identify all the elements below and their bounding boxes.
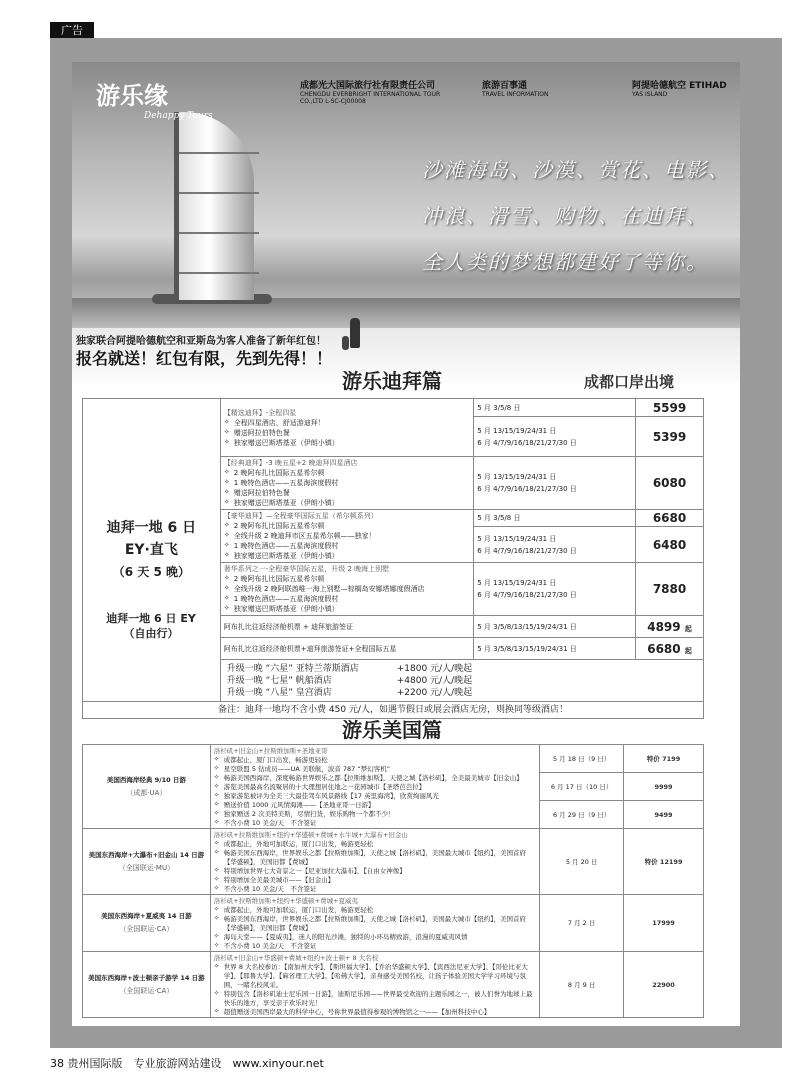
- package-feature: ✧ 2 晚阿布扎比国际五星希尔顿: [224, 468, 471, 478]
- person-figure: [350, 318, 360, 348]
- usa-section-title: 游乐美国篇: [342, 718, 442, 742]
- route-carrier: （全国联运·CA）: [119, 925, 174, 933]
- package-feature: ✧ 1 晚特色酒店——五星海滨度假村: [224, 478, 471, 488]
- route-description: [210, 952, 539, 1018]
- route-feature: ✧ 畅游美国东西海岸，世界娱乐之都【拉斯维加斯】，天使之城【洛杉矶】，美国最大城市【纽约】，美国首府【华盛顿】，美国旧都【费城】: [214, 914, 536, 932]
- route-feature: ✧ 特别包含【洛杉矶迪士尼乐园一日游】，迪斯尼乐园——世界最受欢迎的主题乐园之一，被人们誉为地球上最快乐的地方，享受亲子欢乐时光！: [214, 989, 536, 1007]
- package-feature: ✧ 独家赠送巴斯塔基亚（伊朗小镇）: [224, 604, 471, 614]
- slogan-line: 冲浪、滑雪、购物、在迪拜、: [422, 204, 708, 228]
- partner-logo: [632, 78, 732, 98]
- departure-date: 8 月 9 日: [540, 952, 624, 1018]
- price: 7880: [636, 563, 704, 616]
- price: 22900: [624, 952, 704, 1018]
- ad-tag: 广告: [50, 22, 94, 40]
- package-feature: ✧ 全程四星酒店，舒适游迪拜！: [224, 418, 471, 428]
- slogan-line: 全人类的梦想都建好了等你。: [422, 250, 708, 274]
- package-feature: ✧ 2 晚阿布扎比国际五星希尔顿: [224, 574, 471, 584]
- price: 6480: [636, 527, 704, 563]
- route-name: [83, 952, 211, 1018]
- departure-date: 6 月 4/7/9/16/18/21/27/30 日: [477, 438, 577, 447]
- price-value: 4899: [647, 619, 681, 634]
- route-cities: 洛杉矶+旧金山+拉斯维加斯+圣地亚哥: [213, 747, 328, 755]
- route-feature: ✧ 畅游美国东西海岸，世界娱乐之都【拉斯维加斯】，天使之城【洛杉矶】，美国最大城市【纽约】，美国首府【华盛顿】，美国旧都【费城】: [214, 848, 536, 866]
- route-title: 美国东西海岸+波士顿亲子游学 14 日游: [88, 973, 205, 982]
- departure-date: 5 月 3/5/8/13/15/19/24/31 日: [477, 622, 577, 631]
- package-feature: ✧ 独家赠送巴斯塔基亚（伊朗小镇）: [224, 551, 471, 561]
- upgrade-options: [220, 660, 703, 702]
- package-feature: ✧ 独家赠送巴斯塔基亚（伊朗小镇）: [224, 498, 471, 508]
- route-feature: ✧ 星空联盟 5 钻成员——UA 美联航，波音 787 “梦幻客机”: [214, 764, 536, 773]
- route-title: 美国东西海岸+夏威夷 14 日游: [101, 912, 192, 920]
- route-carrier: （全国联运·CA）: [119, 986, 174, 995]
- upgrade-label: 升级一晚 “七星” 帆船酒店: [226, 675, 332, 686]
- brand-logo: [96, 76, 236, 121]
- person-figure: [342, 336, 349, 350]
- upgrade-price: +4800 元/人/晚起: [396, 675, 473, 686]
- route-feature: ✧ 成都起止，厦门口出发，畅游更轻松: [214, 755, 536, 764]
- package-category: 【精选迪拜】-全程四星: [223, 408, 297, 417]
- route-feature: ✧ 赠送价值 1000 元风情海滩——【圣地亚哥一日游】: [214, 800, 536, 809]
- departure-dates: [474, 417, 636, 457]
- upgrade-option: [227, 663, 697, 675]
- dubai-section-subtitle: 成都口岸出境: [584, 373, 675, 391]
- route-feature: ✧ 特别增加世界七大奇景之一【尼亚加拉大瀑布】，【自由女神像】: [214, 866, 536, 875]
- route-feature: ✧ 特别增加全美最美城市——【旧金山】: [214, 875, 536, 884]
- partner-logo: [482, 78, 582, 98]
- departure-date: 5 月 3/5/8/13/15/19/24/31 日: [477, 644, 577, 653]
- route-name: [83, 895, 211, 952]
- advertisement-page: [72, 62, 740, 1026]
- route-name: [83, 829, 211, 895]
- price: 6680: [636, 510, 704, 527]
- route-feature: ✧ 成都起止，外地可加联运，厦门口出发，畅游更轻松: [214, 905, 536, 914]
- price: 6080: [636, 457, 704, 510]
- price: [636, 638, 704, 660]
- upgrade-label: 升级一晚 “六星” 亚特兰蒂斯酒店: [226, 663, 359, 674]
- route-name-line: 迪拜一地 6 日 EY: [106, 612, 196, 625]
- price-suffix: 起: [684, 646, 692, 655]
- free-trip-route-name: [83, 611, 219, 641]
- price: 5399: [636, 417, 704, 457]
- package-description: [220, 563, 474, 616]
- upgrade-option: [227, 687, 697, 699]
- brand-name-en: Dehappy Tours: [144, 111, 213, 121]
- package-feature: ✧ 2 晚阿布扎比国际五星希尔顿: [224, 521, 471, 531]
- departure-date: 5 月 13/15/19/24/31 日: [477, 579, 557, 587]
- upgrade-option: [227, 675, 697, 687]
- route-description: [210, 829, 539, 895]
- package-description: [220, 457, 474, 510]
- route-feature: ✧ 不含小费 10 美金/天 不含签证: [214, 884, 536, 893]
- route-name-line: EY·直飞: [124, 542, 178, 558]
- partner-sub: CHENGDU EVERBRIGHT INTERNATIONAL TOUR CO.,LTD L-SC-CJ00008: [300, 91, 441, 105]
- departure-dates: [474, 563, 636, 616]
- departure-date: 7 月 2 日: [540, 895, 624, 952]
- upgrade-price: +1800 元/人/晚起: [396, 663, 473, 674]
- route-feature: ✧ 游览美国最高名流聚居的十大理想居住地之一花园城市【圣塔芭芭拉】: [214, 782, 536, 791]
- route-feature: ✧ 世界 8 大名校参访：【南加州大学】、【斯坦福大学】、【乔治华盛顿大学】、【宾西法尼亚大学】、【哥伦比亚大学】、【耶鲁大学】、【麻省理工大学】、【哈佛大学】，亲身感受美国名校，让孩子体验美国大学学习环境与氛围，一睹名校风采。: [214, 962, 536, 989]
- price: 5599: [636, 399, 704, 417]
- price: 特价 7199: [624, 745, 704, 773]
- package-feature: ✧ 赠送阿拉伯特色餐: [224, 428, 471, 438]
- route-feature: ✧ 独家游览被评为全美三大最佳驾车风景路线【17 英里海湾】，欣赏绚丽风光: [214, 791, 536, 800]
- package-feature: ✧ 全线升级 2 晚迪拜市区五星希尔顿——独家！: [224, 531, 471, 541]
- route-feature: ✧ 海岛天堂——【夏威夷】，迷人的阳光沙滩，独特的小环岛精致游，浪漫的夏威夷风情: [214, 932, 536, 941]
- departure-date: 5 月 13/15/19/24/31 日: [477, 426, 557, 435]
- promo-headline: 报名就送！红包有限，先到先得！！: [76, 349, 333, 368]
- price: 9499: [624, 801, 704, 829]
- partner-name: 成都光大国际旅行社有限责任公司: [300, 81, 436, 91]
- route-title: 美国西海岸经典 9/10 日游: [106, 775, 186, 784]
- price: 17999: [624, 895, 704, 952]
- price: 特价 12199: [624, 829, 704, 895]
- partner-name: 旅游百事通: [482, 81, 528, 91]
- departure-date: 6 月 4/7/9/16/18/21/27/30 日: [477, 485, 577, 493]
- dubai-note: 备注：迪拜一地均不含小费 450 元/人，如遇节假日或展会酒店无房，则换同等级酒店！: [83, 702, 704, 719]
- route-feature: ✧ 畅游美国西海岸，深度畅游世界娱乐之都【拉斯维加斯】，天使之城【洛杉矶】，全美最美城市【旧金山】: [214, 773, 536, 782]
- package-description: [220, 399, 474, 457]
- upgrade-label: 升级一晚 “八星” 皇宫酒店: [226, 687, 332, 698]
- partner-logo: [300, 78, 450, 105]
- brand-name: 游乐缘: [96, 81, 168, 110]
- departure-date: 6 月 4/7/9/16/18/21/27/30 日: [477, 546, 577, 555]
- departure-date: 6 月 4/7/9/16/18/21/27/30 日: [477, 591, 577, 599]
- partner-sub: TRAVEL INFORMATION: [482, 91, 549, 98]
- package-feature: ✧ 1 晚特色酒店——五星海滨度假村: [224, 594, 471, 604]
- route-feature: ✧ 成都起止，外地可加联运，厦门口出发，畅游更轻松: [214, 839, 536, 848]
- departure-date: 5 月 20 日: [540, 829, 624, 895]
- route-description: [210, 745, 539, 829]
- price-suffix: 起: [684, 624, 692, 633]
- departure-dates: [474, 510, 636, 527]
- departure-date: 5 月 3/5/8 日: [477, 514, 521, 522]
- package-feature: ✧ 1 晚特色酒店——五星海滨度假村: [224, 541, 471, 551]
- route-description: [210, 895, 539, 952]
- departure-dates: [474, 457, 636, 510]
- route-name-line: 迪拜一地 6 日: [106, 520, 197, 536]
- promo-line: 独家联合阿提哈德航空和亚斯岛为客人准备了新年红包！: [76, 336, 326, 347]
- price-value: 6680: [647, 641, 681, 656]
- departure-date: 5 月 13/15/19/24/31 日: [477, 473, 557, 481]
- dubai-price-table: [82, 398, 704, 719]
- route-carrier: （全国联运·MU）: [118, 863, 175, 872]
- dubai-section-title: 游乐迪拜篇: [342, 369, 442, 393]
- free-package-description: 阿布扎比往返经济舱机票 + 迪拜旅游签证: [220, 616, 474, 638]
- page-footer: 38 贵州国际版 专业旅游网站建设 www.xinyour.net: [50, 1057, 324, 1070]
- departure-dates: [474, 527, 636, 563]
- burj-al-arab-hotel-image: [174, 112, 254, 300]
- route-cities: 洛杉矶+拉斯维加斯+纽约+华盛顿+费城+夏威夷: [213, 897, 359, 905]
- slogan-line: 沙滩海岛、沙漠、赏花、电影、: [422, 158, 730, 182]
- partner-name: 阿提哈德航空 ETIHAD: [632, 81, 727, 91]
- upgrade-price: +2200 元/人/晚起: [396, 687, 473, 698]
- route-title: 美国东西海岸+大瀑布+旧金山 14 日游: [88, 850, 205, 859]
- package-category: 奢华系列之一-全程豪华国际五星，升级 2 晚海上别墅: [223, 565, 390, 573]
- partner-sub: YAS ISLAND: [632, 91, 668, 98]
- departure-date: 6 月 17 日（10 日）: [540, 773, 624, 801]
- price: [636, 616, 704, 638]
- departure-date: 5 月 3/5/8 日: [477, 403, 521, 412]
- route-name-line: （6 天 5 晚）: [112, 565, 190, 579]
- route-cities: 洛杉矶+旧金山+华盛顿+费城+纽约+波士顿+ 8 大名校: [213, 954, 379, 962]
- departure-date: 5 月 18 日（9 日）: [540, 745, 624, 773]
- package-category: 【经典迪拜】-3 晚五星+2 晚迪拜四星酒店: [223, 459, 358, 467]
- package-feature: ✧ 全线升级 2 晚阿联酋唯一海上别墅—棕榈岛安娜塔娜度假酒店: [224, 584, 471, 594]
- departure-date: 5 月 13/15/19/24/31 日: [477, 534, 557, 543]
- route-cities: 洛杉矶+拉斯维加斯+纽约+华盛顿+费城+水牛城+大瀑布+旧金山: [213, 831, 408, 839]
- package-description: [220, 510, 474, 563]
- usa-price-table: [82, 744, 704, 1018]
- route-feature: ✧ 独家赠送 2 次美特美斯，尽情扫货，娱乐购物一个都不少！: [214, 809, 536, 818]
- hero-banner: [72, 62, 740, 368]
- package-feature: ✧ 独家赠送巴斯塔基亚（伊朗小镇）: [224, 438, 471, 448]
- package-category: 【豪华迪拜】—全程豪华国际五星（希尔顿系列）: [223, 512, 378, 520]
- departure-date: 6 月 29 日（9 日）: [540, 801, 624, 829]
- package-feature: ✧ 赠送阿拉伯特色餐: [224, 488, 471, 498]
- route-feature: ✧ 超值赠送美国西岸最大的科学中心，号称世界最值得参观的博物馆之一——【加州科技中心】: [214, 1007, 536, 1016]
- free-package-description: 阿布扎比往返经济舱机票+迪拜旅游签证+全程国际五星: [220, 638, 474, 660]
- route-name: [83, 745, 211, 829]
- route-feature: ✧ 不含小费 10 美金/天 不含签证: [214, 941, 536, 950]
- route-feature: ✧ 不含小费 10 美金/天 不含签证: [214, 818, 536, 827]
- price: 9999: [624, 773, 704, 801]
- departure-dates: [474, 638, 636, 660]
- route-carrier: （成都·UA）: [126, 788, 167, 797]
- departure-dates: [474, 616, 636, 638]
- route-name-line: （自由行）: [123, 627, 179, 640]
- route-name: [83, 399, 221, 702]
- departure-dates: [474, 399, 636, 417]
